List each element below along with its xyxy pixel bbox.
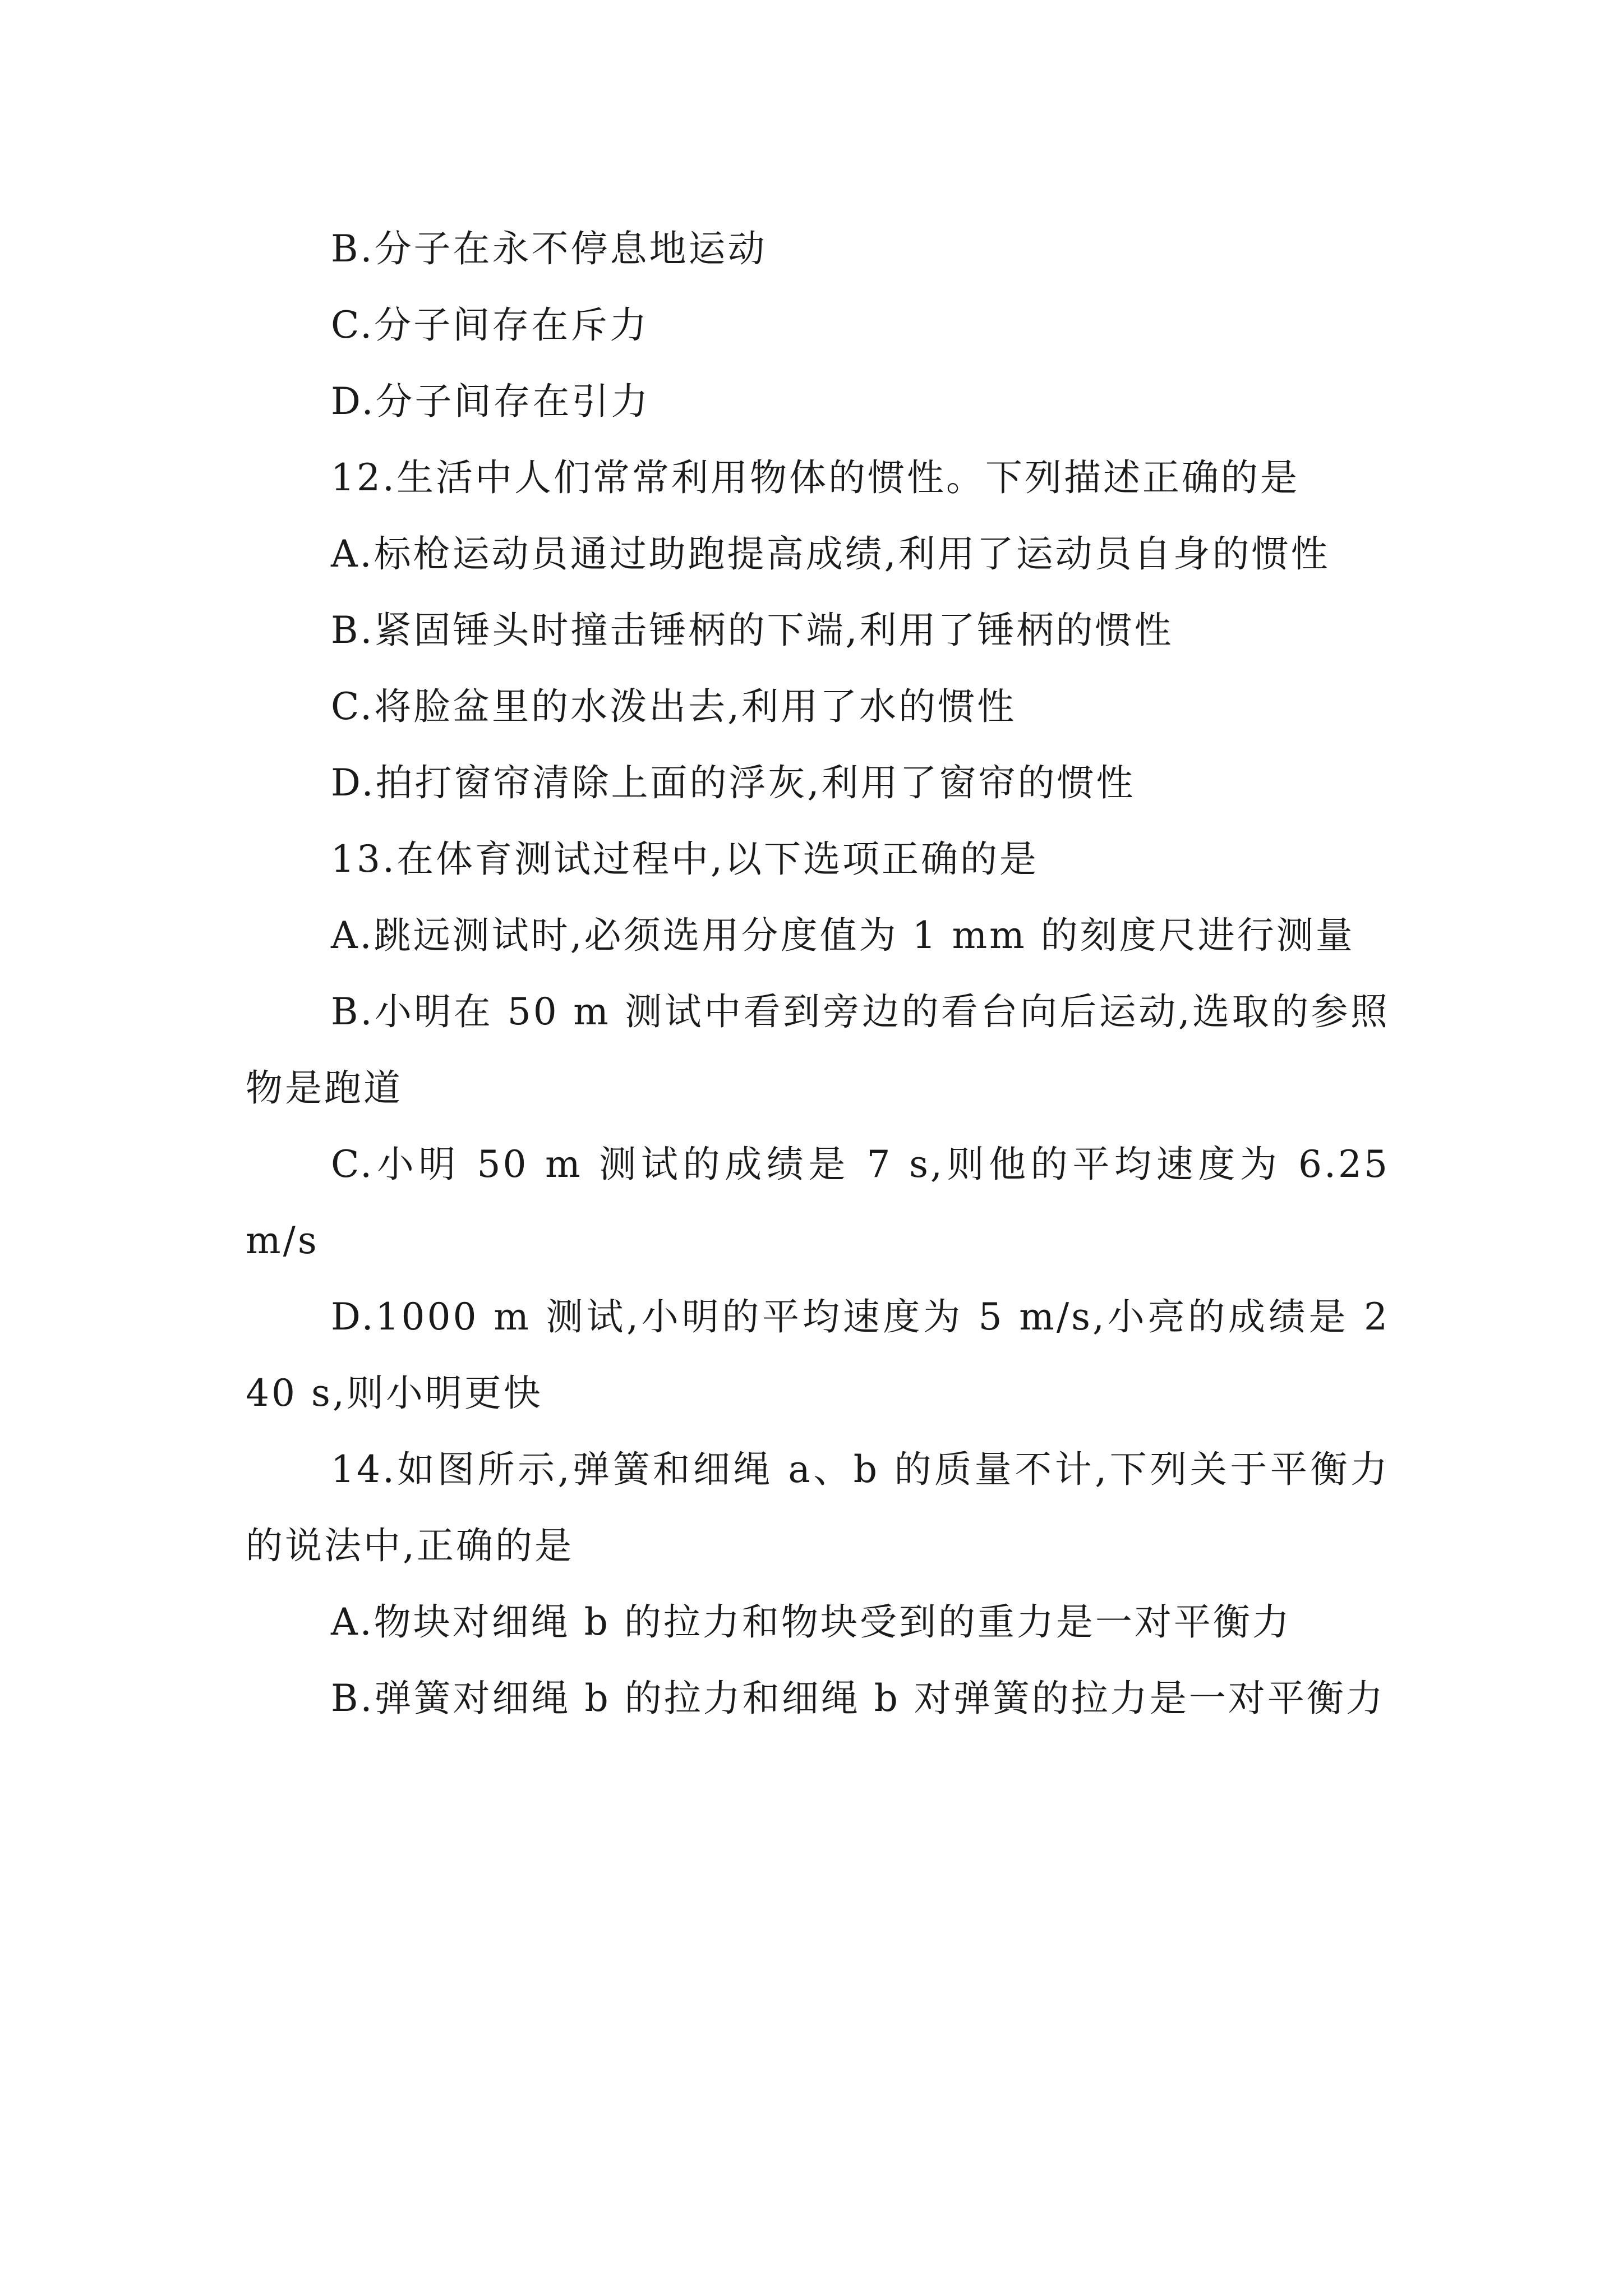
question-12: 12.生活中人们常常利用物体的惯性。下列描述正确的是 xyxy=(331,456,1299,499)
option-14-a: A.物块对细绳 b 的拉力和物块受到的重力是一对平衡力 xyxy=(331,1600,1292,1644)
option-12-c: C.将脸盆里的水泼出去,利用了水的惯性 xyxy=(331,685,1017,728)
option-12-d: D.拍打窗帘清除上面的浮灰,利用了窗帘的惯性 xyxy=(331,761,1136,804)
option-11-d: D.分子间存在引力 xyxy=(331,380,651,423)
option-13-a: A.跳远测试时,必须选用分度值为 1 mm 的刻度尺进行测量 xyxy=(331,914,1355,957)
option-12-a: A.标枪运动员通过助跑提高成绩,利用了运动员自身的惯性 xyxy=(331,532,1330,576)
option-13-b: B.小明在 50 m 测试中看到旁边的看台向后运动,选取的参照物是跑道 xyxy=(246,990,1390,1110)
option-13-d: D.1000 m 测试,小明的平均速度为 5 m/s,小亮的成绩是 240 s,则小明更快 xyxy=(246,1295,1390,1415)
option-11-b: B.分子在永不停息地运动 xyxy=(331,227,767,270)
option-13-c: C.小明 50 m 测试的成绩是 7 s,则他的平均速度为 6.25 m/s xyxy=(246,1143,1390,1262)
option-12-b: B.紧固锤头时撞击锤柄的下端,利用了锤柄的惯性 xyxy=(331,609,1174,652)
document-body xyxy=(246,211,1390,1737)
question-14: 14.如图所示,弹簧和细绳 a、b 的质量不计,下列关于平衡力的说法中,正确的是 xyxy=(246,1448,1390,1567)
question-13: 13.在体育测试过程中,以下选项正确的是 xyxy=(331,838,1039,881)
option-11-c: C.分子间存在斥力 xyxy=(331,303,649,347)
option-14-b: B.弹簧对细绳 b 的拉力和细绳 b 对弹簧的拉力是一对平衡力 xyxy=(331,1677,1385,1720)
